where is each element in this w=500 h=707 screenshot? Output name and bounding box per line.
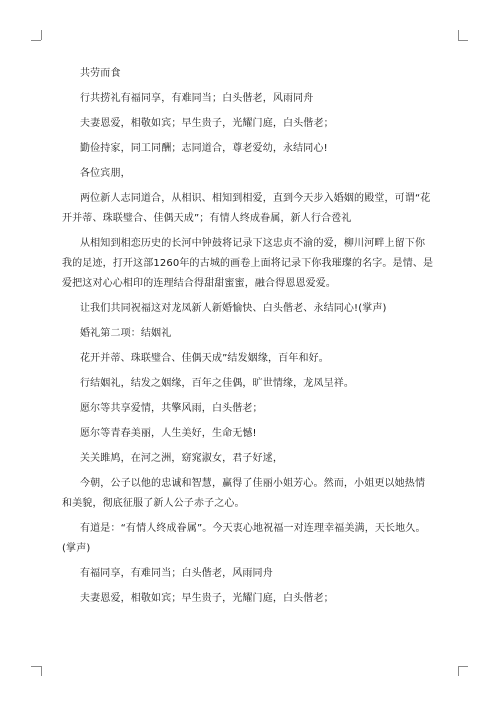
corner-mark-bottom-right-v <box>458 666 459 676</box>
paragraph: 让我们共同祝福这对龙凤新人新婚愉快、白头偕老、永结同心!(掌声) <box>80 303 387 314</box>
paragraph: 夫妻恩爱，相敬如宾；早生贵子，光耀门庭，白头偕老； <box>80 593 334 604</box>
corner-mark-top-right-v <box>458 30 459 40</box>
corner-mark-bottom-right-h <box>458 666 468 667</box>
paragraph: 行结姻礼，结发之姻缘，百年之佳偶，旷世情缘，龙凤呈祥。 <box>80 378 355 389</box>
corner-mark-bottom-left-h <box>31 666 41 667</box>
corner-mark-bottom-left-v <box>41 666 42 676</box>
corner-mark-top-left-h <box>31 40 41 41</box>
paragraph: 婚礼第二项：结姻礼 <box>80 328 172 339</box>
paragraph: 今朝，公子以他的忠诚和智慧，赢得了佳丽小姐芳心。然而，小姐更以她热情和美貌，彻底征服了新人公子赤子之心。 <box>62 478 426 509</box>
paragraph: 愿尔等共享爱情，共擎风雨，白头偕老； <box>80 403 263 414</box>
document-body <box>62 64 434 609</box>
paragraph: 各位宾朋， <box>80 168 131 179</box>
corner-mark-top-left-v <box>41 30 42 40</box>
paragraph: 夫妻恩爱，相敬如宾；早生贵子，光耀门庭，白头偕老； <box>80 118 334 129</box>
corner-mark-top-right-h <box>458 40 468 41</box>
paragraph: 愿尔等青春美丽，人生美好，生命无憾! <box>80 428 257 439</box>
paragraph: 关关雎鸠，在河之洲，窈窕淑女，君子好逑， <box>80 453 283 464</box>
paragraph: 两位新人志同道合，从相识、相知到相爱，直到今天步入婚姻的殿堂，可谓“花开并蒂、珠联璧合、佳偶天成”；有情人终成眷属，新人行合卺礼 <box>62 193 431 224</box>
paragraph: 行共捞礼有福同享，有难同当；白头偕老，风雨同舟 <box>80 93 314 104</box>
paragraph: 花开并蒂、珠联璧合、佳偶天成”结发姻缘，百年和好。 <box>80 353 329 364</box>
paragraph: 从相知到相恋历史的长河中钟鼓将记录下这忠贞不渝的爱，柳川河畔上留下你我的足迹，打开这部1260年的古城的画卷上面将记录下你我璀璨的名字。是情、是爱把这对心心相印的连理结合得甜甜蜜蜜，融合得恩恩爱爱。 <box>62 238 434 289</box>
paragraph: 有道是：“有情人终成眷属”。今天衷心地祝福一对连理幸福美满，天长地久。(掌声) <box>62 523 426 554</box>
paragraph: 共劳而食 <box>80 68 121 79</box>
paragraph: 勤俭持家，同工同酬；志同道合，尊老爱幼，永结同心! <box>80 143 328 154</box>
paragraph: 有福同享，有难同当；白头偕老，风雨同舟 <box>80 568 273 579</box>
